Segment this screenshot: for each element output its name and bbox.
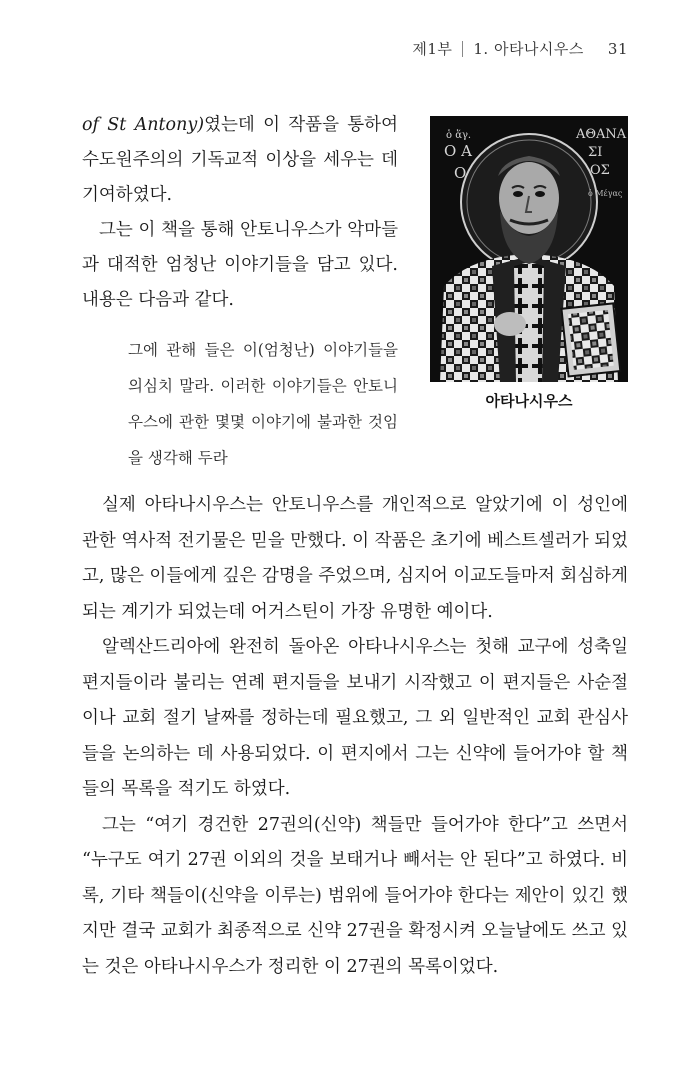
svg-text:ΣΙ: ΣΙ bbox=[588, 145, 603, 160]
body-paragraph-3: 그는 “여기 경건한 27권의(신약) 책들만 들어가야 한다”고 쓰면서 “누구도 여기 27권 이외의 것을 보태거나 빼서는 안 된다”고 하였다. 비록, 기타 책들이(신약을 이루는) 범위에 들어가야 한다는 제안이 있긴 했지만 결국 교회가 최종적으로 신약 27권을 확정시켜 오늘날에도 쓰고 있는 것은 아타나시우스가 정리한 이 27권의 목록이었다. bbox=[82, 814, 628, 977]
paragraph-intro: 그는 이 책을 통해 안토니우스가 악마들과 대적한 엄청난 이야기들을 담고 있다.내용은 다음과 같다. bbox=[82, 220, 398, 310]
running-header bbox=[412, 38, 628, 59]
paragraph-continued bbox=[82, 108, 398, 213]
icon-inscription-right: ΑΘΑΝΑ bbox=[576, 127, 627, 142]
paragraph-text: 였는데 이 작품을 통하여 수도원주의의 기독교적 이상을 세우는 데 기여하였다. bbox=[82, 115, 398, 205]
icon-of-athanasius-image bbox=[430, 116, 628, 382]
svg-text:Ο Α: Ο Α bbox=[444, 142, 472, 160]
chapter-label: 1. 아타나시우스 bbox=[473, 40, 584, 58]
body-paragraph-1: 실제 아타나시우스는 안토니우스를 개인적으로 알았기에 이 성인에 관한 역사적 전기물은 믿을 만했다. 이 작품은 초기에 베스트셀러가 되었고, 많은 이들에게 깊은 감명을 주었으며, 심지어 이교도들마저 회심하게 되는 계기가 되었는데 어거스틴이 가장 유명한 예이다. bbox=[82, 495, 628, 622]
body-text-block bbox=[82, 488, 628, 985]
top-text-block bbox=[82, 108, 398, 318]
italic-title: of St Antony) bbox=[82, 115, 205, 135]
svg-text:ὁ Μέγας: ὁ Μέγας bbox=[588, 189, 623, 198]
icon-inscription-left: ὁ ἅγ. bbox=[446, 130, 472, 141]
header-divider bbox=[462, 41, 463, 57]
page-number: 31 bbox=[607, 39, 628, 58]
svg-text:Ο: Ο bbox=[454, 164, 467, 182]
block-quote: 그에 관해 들은 이(엄청난) 이야기들을 의심치 말라. 이러한 이야기들은 안토니우스에 관한 몇몇 이야기에 불과한 것임을 생각해 두라 bbox=[128, 341, 398, 467]
part-label: 제1부 bbox=[412, 40, 453, 58]
body-paragraph-2: 알렉산드리아에 완전히 돌아온 아타나시우스는 첫해 교구에 성축일 편지들이라 불리는 연례 편지들을 보내기 시작했고 이 편지들은 사순절이나 교회 절기 날짜를 정하는데 필요했고, 그 외 일반적인 교회 관심사들을 논의하는 데 사용되었다. 이 편지에서 그는 신약에 들어가야 할 책들의 목록을 적기도 하였다. bbox=[82, 637, 628, 799]
svg-text:ΟΣ: ΟΣ bbox=[590, 163, 610, 178]
figure-caption: 아타나시우스 bbox=[485, 392, 573, 410]
icon-of-athanasius-illustration bbox=[430, 116, 628, 382]
